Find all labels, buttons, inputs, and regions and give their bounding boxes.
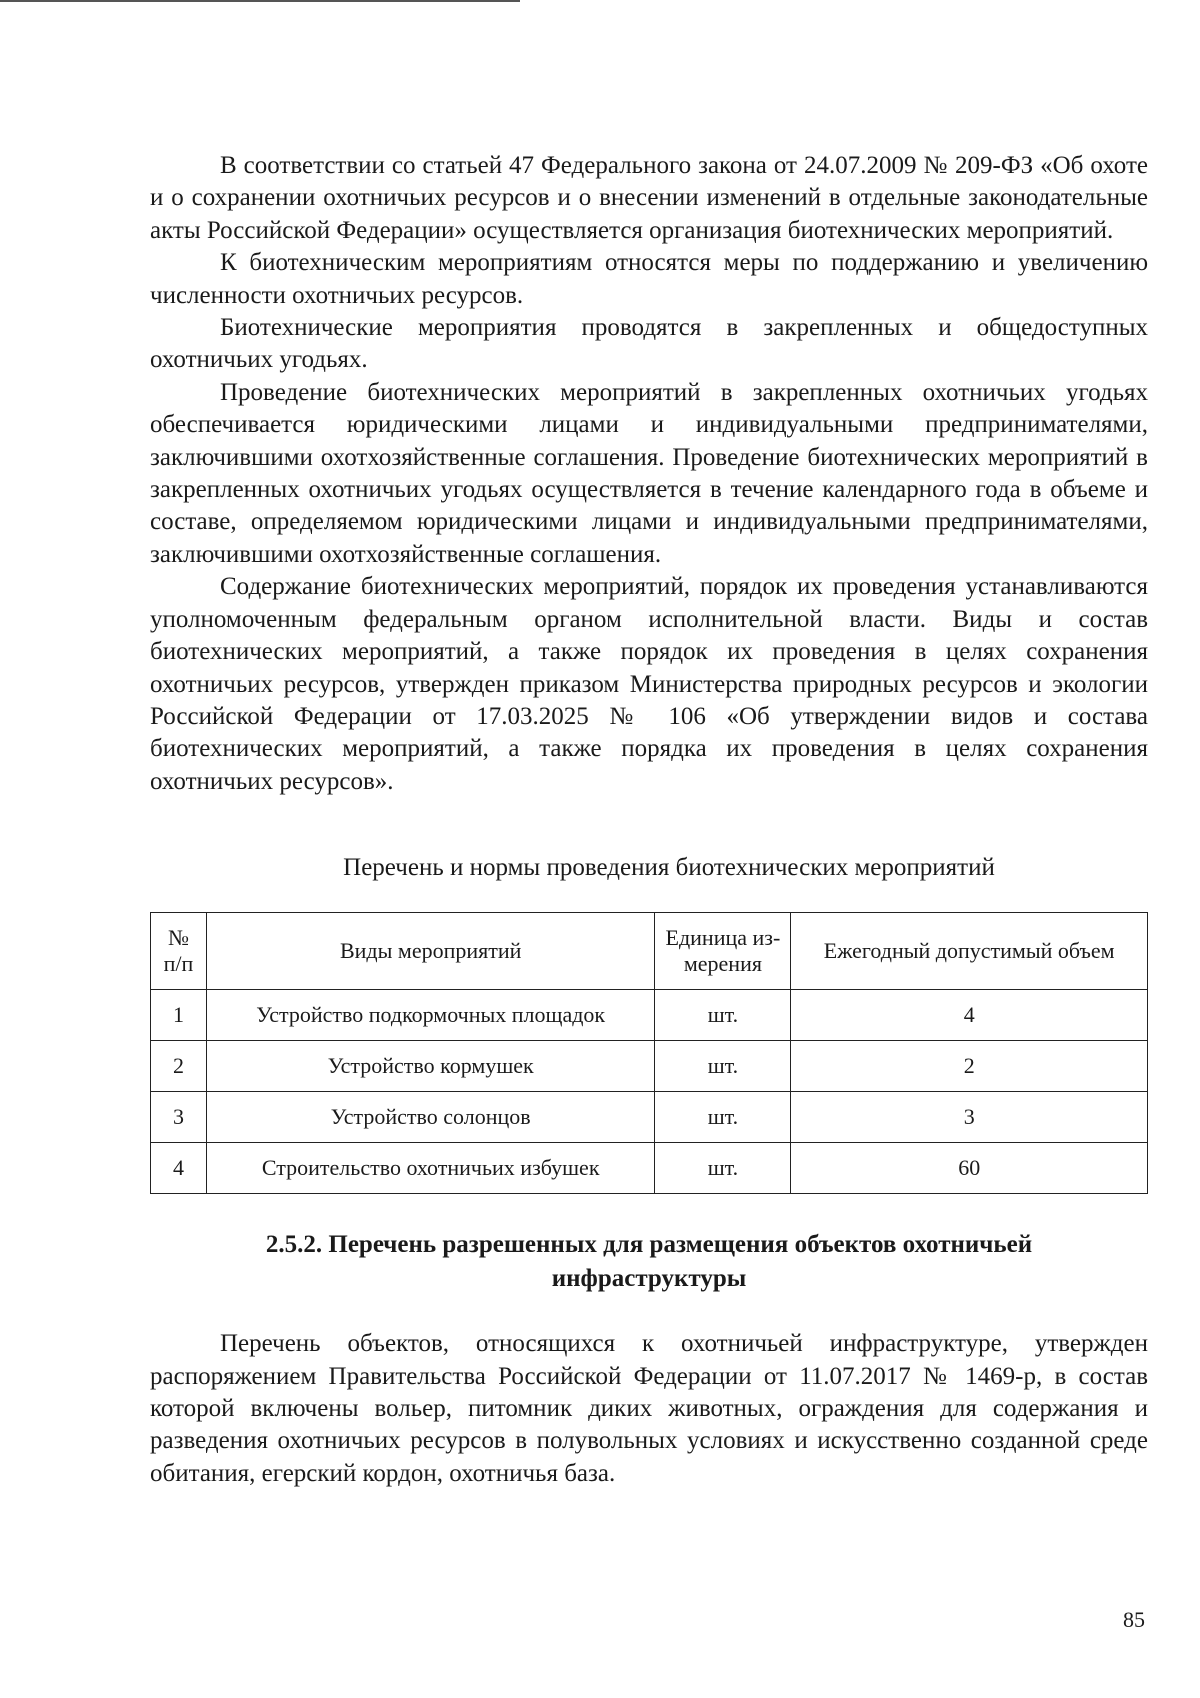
row-volume: 60 [791,1143,1148,1194]
row-unit: шт. [655,1041,791,1092]
row-unit: шт. [655,1143,791,1194]
row-unit: шт. [655,990,791,1041]
section-heading-line2: инфраструктуры [551,1265,747,1293]
row-volume: 2 [791,1041,1148,1092]
row-number: 3 [151,1092,207,1143]
section-heading [150,1228,1148,1296]
row-name: Устройство солонцов [206,1092,655,1143]
header-unit-line2: мерения [683,951,762,977]
table-row [151,1092,1148,1143]
section-paragraph: Перечень объектов, относящихся к охотничьей инфраструктуре, утвержден распоряжением Правительства Российской Федерации от 11.07.2017 № 1469-р, в состав которой включены вольер, питомник диких животных, ограждения для содержания и разведения охотничьих ресурсов в полувольных условиях и искусственно созданной среде обитания, егерский кордон, охотничья база. [150,1330,1148,1487]
row-volume: 3 [791,1092,1148,1143]
header-volume: Ежегодный допустимый объем [791,913,1148,990]
row-name: Устройство подкормочных площадок [206,990,655,1041]
page-content [150,150,1148,1490]
row-unit: шт. [655,1092,791,1143]
row-name: Устройство кормушек [206,1041,655,1092]
table-row [151,1041,1148,1092]
paragraph-1: В соответствии со статьей 47 Федерального закона от 24.07.2009 № 209-ФЗ «Об охоте и о сохранении охотничьих ресурсов и о внесении изменений в отдельные законодательные акты Российской Федерации» осуществляется организация биотехнических мероприятий. [150,152,1148,244]
header-number-line1: № [167,925,189,951]
section-heading-line1: 2.5.2. Перечень разрешенных для размещения объектов охотничьей [265,1231,1033,1259]
row-number: 1 [151,990,207,1041]
header-type: Виды мероприятий [206,913,655,990]
table-caption: Перечень и нормы проведения биотехнических мероприятий [343,854,995,882]
row-name: Строительство охотничьих избушек [206,1143,655,1194]
table-row [151,1143,1148,1194]
header-unit-line1: Единица из- [665,925,781,951]
paragraph-5: Содержание биотехнических мероприятий, порядок их проведения устанавливаются уполномоченным федеральным органом исполнительной власти. Виды и состав биотехнических мероприятий, а также порядок их проведения в целях сохранения охотничьих ресурсов, утвержден приказом Министерства природных ресурсов и экологии Российской Федерации от 17.03.2025 № 106 «Об утверждении видов и состава биотехнических мероприятий, а также порядка их проведения в целях сохранения охотничьих ресурсов». [150,573,1148,795]
row-number: 2 [151,1041,207,1092]
row-number: 4 [151,1143,207,1194]
header-unit [655,913,791,990]
paragraph-4: Проведение биотехнических мероприятий в закрепленных охотничьих угодьях обеспечивается юридическими лицами и индивидуальными предпринимателями, заключившими охотхозяйственные соглашения. Проведение биотехнических мероприятий в закрепленных охотничьих угодьях осуществляется в течение календарного года в объеме и составе, определяемом юридическими лицами и индивидуальными предпринимателями, заключившими охотхозяйственные соглашения. [150,378,1148,568]
table-row [151,990,1148,1041]
paragraph-2: К биотехническим мероприятиям относятся меры по поддержанию и увеличению численности охотничьих ресурсов. [150,249,1148,309]
header-number [151,913,207,990]
paragraph-3: Биотехнические мероприятия проводятся в закрепленных и общедоступных охотничьих угодьях. [150,314,1148,374]
row-volume: 4 [791,990,1148,1041]
top-edge-line [0,0,520,2]
biotech-measures-table [150,912,1148,1194]
page-number: 85 [1123,1607,1145,1632]
table-header-row [151,913,1148,990]
header-number-line2: п/п [163,951,194,977]
